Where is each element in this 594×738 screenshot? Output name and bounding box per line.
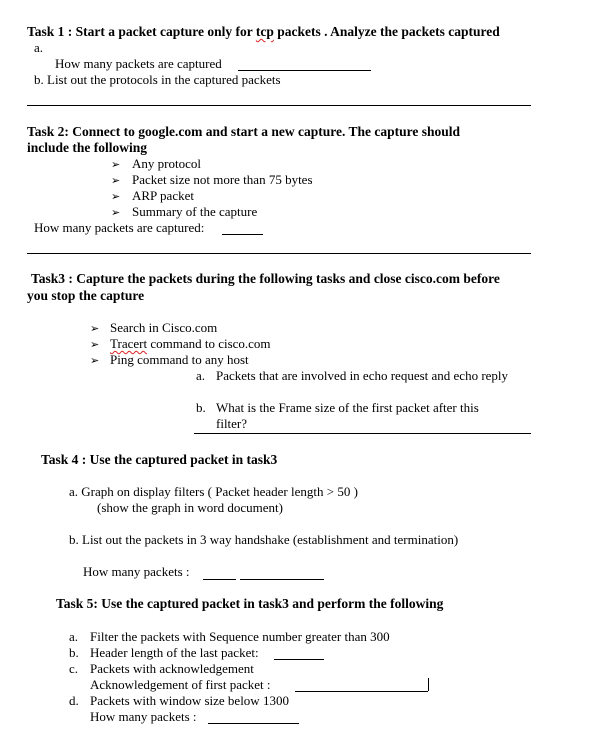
task2-bullet-text: Summary of the capture: [132, 204, 258, 219]
task4-question: How many packets :: [83, 564, 190, 579]
arrow-bullet-icon: ➢: [90, 322, 100, 335]
task1-answer-line[interactable]: [238, 70, 371, 71]
arrow-bullet-icon: ➢: [111, 206, 121, 219]
task4-answer-line[interactable]: [203, 579, 236, 580]
task3-bullet: [90, 352, 99, 369]
task5-answer-line[interactable]: [274, 659, 324, 660]
task2-answer-line[interactable]: [222, 234, 263, 235]
task1-title: Task 1 : Start a packet capture only for tcp packets . Analyze the packets captured: [27, 24, 500, 39]
task5-item-text: Packets with window size below 1300: [90, 693, 289, 708]
task2-bullet: [111, 188, 120, 205]
task5-item-text: Header length of the last packet:: [90, 645, 259, 660]
task3-item-b-text: filter?: [216, 416, 248, 431]
task3-title-line2: you stop the capture: [27, 288, 145, 303]
arrow-bullet-icon: ➢: [111, 174, 121, 187]
task5-answer-line[interactable]: [295, 691, 428, 692]
task5-item-text: Acknowledgement of first packet :: [90, 677, 271, 692]
arrow-bullet-icon: ➢: [111, 158, 121, 171]
task5-item-text: Filter the packets with Sequence number greater than 300: [90, 629, 390, 644]
arrow-bullet-icon: ➢: [90, 354, 100, 367]
task2-bullet-text: Packet size not more than 75 bytes: [132, 172, 313, 187]
task3-item-b-text: What is the Frame size of the first packet after this: [216, 400, 479, 415]
task3-bullet-text: Tracert command to cisco.com: [110, 336, 271, 351]
task2-bullet-text: Any protocol: [132, 156, 201, 171]
task4-item-a: a. Graph on display filters ( Packet header length > 50 ): [69, 484, 358, 499]
task5-item-marker: c.: [69, 661, 79, 676]
arrow-bullet-icon: ➢: [90, 338, 100, 351]
task4-title: Task 4 : Use the captured packet in task3: [41, 452, 278, 467]
section-divider: [27, 105, 531, 106]
task5-item-marker: b.: [69, 645, 79, 660]
task2-bullet: [111, 172, 120, 189]
task4-item-a-note: (show the graph in word document): [97, 500, 283, 515]
task2-bullet: [111, 204, 120, 221]
task2-title-line1: Task 2: Connect to google.com and start a new capture. The capture should: [27, 124, 461, 139]
arrow-bullet-icon: ➢: [111, 190, 121, 203]
task5-answer-line[interactable]: [208, 723, 299, 724]
task3-bullet: [90, 336, 99, 353]
task3-bullet: [90, 320, 99, 337]
task3-answer-line[interactable]: [194, 433, 531, 434]
task5-item-marker: a.: [69, 629, 79, 644]
task2-title-line2: include the following: [27, 140, 148, 155]
task5-item-marker: d.: [69, 693, 79, 708]
task1-item-a-marker: a.: [34, 40, 44, 55]
task4-answer-line[interactable]: [240, 579, 324, 580]
task5-item-text: Packets with acknowledgement: [90, 661, 254, 676]
task1-item-b: b. List out the protocols in the captured packets: [34, 72, 281, 87]
task3-item-a-text: Packets that are involved in echo request and echo reply: [216, 368, 509, 383]
task5-title: Task 5: Use the captured packet in task3 and perform the following: [56, 596, 444, 611]
task4-item-b: b. List out the packets in 3 way handshake (establishment and termination): [69, 532, 459, 547]
task2-bullet: [111, 156, 120, 173]
section-divider: [27, 253, 531, 254]
task3-item-b-marker: b.: [196, 400, 206, 415]
task2-question: How many packets are captured:: [34, 220, 205, 235]
text-cursor-bar: [428, 678, 429, 691]
task1-item-a-text: How many packets are captured: [55, 56, 222, 71]
task3-bullet-text: Ping command to any host: [110, 352, 249, 367]
task3-title-line1: Task3 : Capture the packets during the following tasks and close cisco.com before: [31, 271, 500, 286]
task5-item-text: How many packets :: [90, 709, 197, 724]
task2-bullet-text: ARP packet: [132, 188, 194, 203]
task3-item-a-marker: a.: [196, 368, 206, 383]
task3-bullet-text: Search in Cisco.com: [110, 320, 218, 335]
